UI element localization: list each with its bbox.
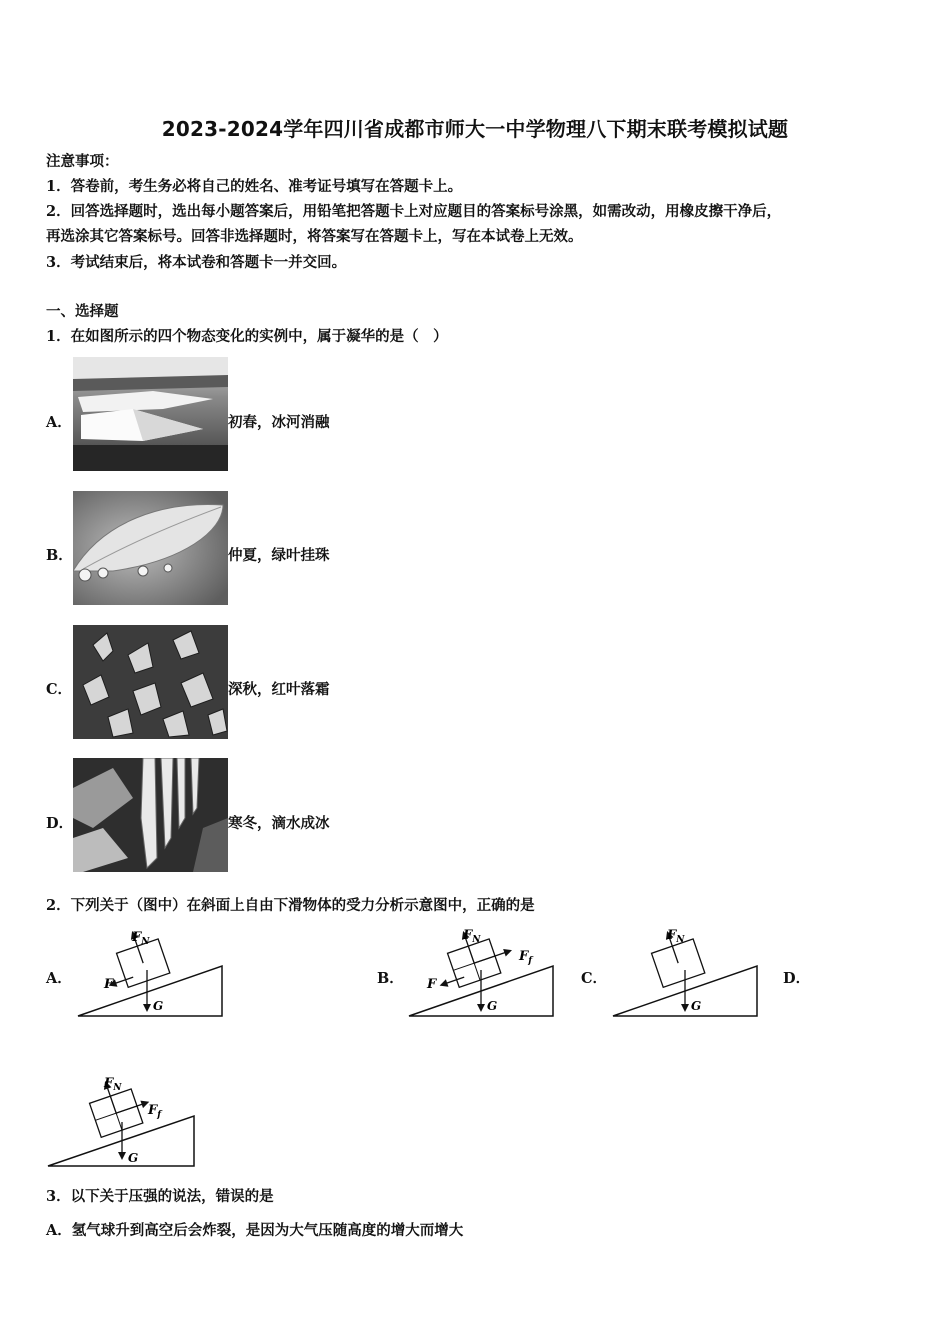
option-d-letter: D．: [46, 815, 74, 832]
ff-label-d: F: [148, 1103, 158, 1118]
f-label-b: F: [427, 977, 437, 992]
option-b-letter: B．: [46, 547, 73, 564]
q2-option-a-letter: A．: [46, 970, 72, 987]
fn-label-c: F: [667, 928, 677, 943]
question-1-stem: 1．在如图所示的四个物态变化的实例中，属于凝华的是（ ）: [46, 328, 448, 345]
question-3-option-a: A．氢气球升到高空后会炸裂，是因为大气压随高度的增大而增大: [46, 1222, 464, 1239]
svg-text:FN: [103, 1076, 122, 1093]
photo-frost-leaves: [73, 625, 228, 739]
fn-sub-c: N: [676, 935, 685, 945]
question-3-stem: 3．以下关于压强的说法，错误的是: [46, 1188, 274, 1205]
svg-text:Ff: [147, 1103, 163, 1120]
q2-option-b-letter: B．: [377, 970, 404, 987]
svg-text:FN: [131, 930, 150, 947]
svg-text:FN: [462, 928, 481, 945]
f-label-a: F: [104, 977, 114, 992]
q2-option-d-letter: D．: [783, 970, 811, 987]
g-label-a: G: [153, 999, 164, 1013]
note-item-1: 1．答卷前，考生务必将自己的姓名、准考证号填写在答题卡上。: [46, 178, 463, 195]
ff-label-b: F: [519, 949, 529, 964]
g-label-b: G: [487, 999, 498, 1013]
note-item-3: 3．考试结束后，将本试卷和答题卡一并交回。: [46, 254, 347, 271]
section-heading: 一、选择题: [46, 303, 119, 320]
option-a-letter: A．: [46, 414, 72, 431]
ff-sub-b: f: [528, 956, 533, 966]
fn-label-a: F: [132, 930, 142, 945]
note-item-2: 2．回答选择题时，选出每小题答案后，用铅笔把答题卡上对应题目的答案标号涂黑，如需改动，用橡皮擦干净后，: [46, 203, 782, 220]
fn-sub-b: N: [472, 935, 481, 945]
option-b-caption: 仲夏，绿叶挂珠: [228, 547, 330, 564]
force-diagram-c: [609, 922, 759, 1026]
fn-sub-d: N: [113, 1083, 122, 1093]
option-c-caption: 深秋，红叶落霜: [228, 681, 330, 698]
notes-heading: 注意事项：: [46, 153, 119, 170]
fn-label-b: F: [463, 928, 473, 943]
option-a-caption: 初春，冰河消融: [228, 414, 330, 431]
g-label-c: G: [691, 999, 702, 1013]
question-2-stem: 2．下列关于（图中）在斜面上自由下滑物体的受力分析示意图中，正确的是: [46, 897, 535, 914]
fn-label-d: F: [104, 1076, 114, 1091]
option-c-letter: C．: [46, 681, 73, 698]
svg-text:Ff: [518, 949, 534, 966]
force-diagram-a: [74, 922, 224, 1026]
photo-ice-river: [73, 357, 228, 471]
force-diagram-b: [405, 922, 555, 1026]
photo-leaf-dew: [73, 491, 228, 605]
svg-text:FN: [666, 928, 685, 945]
g-label-d: G: [128, 1151, 139, 1165]
page-title: 2023-2024学年四川省成都市师大一中学物理八下期末联考模拟试题: [161, 117, 789, 141]
ff-sub-d: f: [157, 1110, 162, 1120]
q2-option-c-letter: C．: [581, 970, 608, 987]
note-item-2-cont: 再选涂其它答案标号。回答非选择题时，将答案写在答题卡上，写在本试卷上无效。: [46, 228, 583, 245]
photo-icicles: [73, 758, 228, 872]
force-diagram-d: [44, 1070, 199, 1174]
option-d-caption: 寒冬，滴水成冰: [228, 815, 330, 832]
fn-sub-a: N: [141, 937, 150, 947]
